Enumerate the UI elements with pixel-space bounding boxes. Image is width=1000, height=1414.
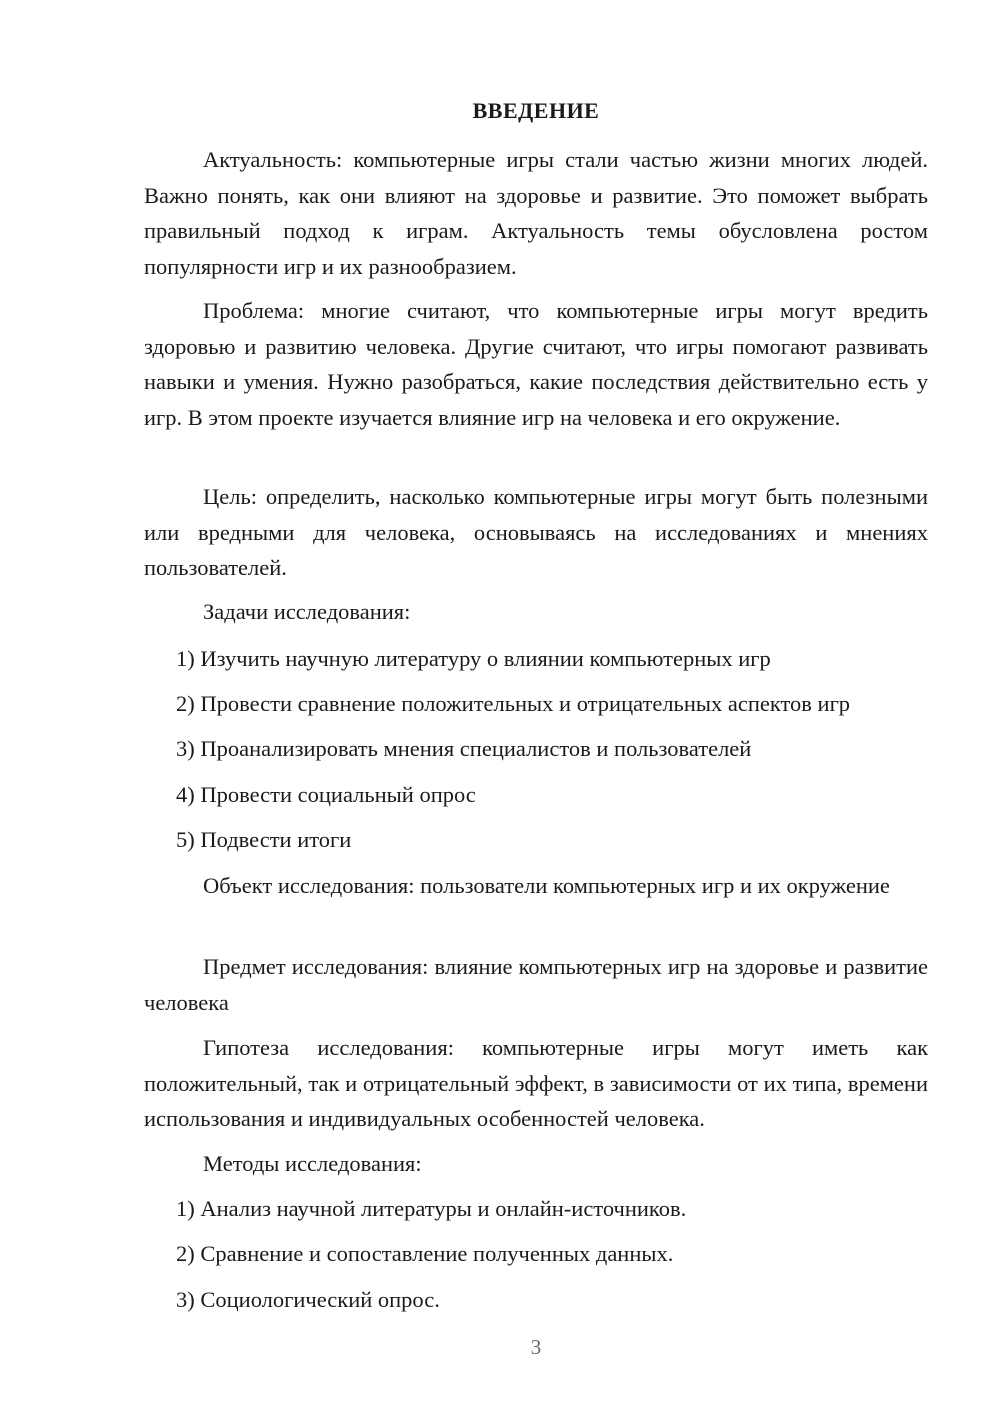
methods-heading: Методы исследования: [203, 1151, 422, 1176]
task-item: 5) Подвести итоги [176, 827, 352, 852]
relevance-paragraph: Актуальность: компьютерные игры стали частью жизни многих людей. Важно понять, как они влияют на здоровье и развитие. Это поможет выбрать правильный подход к играм. Актуальность темы обусловлена ростом популярности игр и их разнообразием. [144, 147, 928, 279]
hypothesis-paragraph: Гипотеза исследования: компьютерные игры могут иметь как положительный, так и отрицательный эффект, в зависимости от их типа, времени использования и индивидуальных особенностей человека. [144, 1035, 928, 1131]
problem-paragraph: Проблема: многие считают, что компьютерные игры могут вредить здоровью и развитию человека. Другие считают, что игры помогают развивать навыки и умения. Нужно разобраться, какие последствия действительно есть у игр. В этом проекте изучается влияние игр на человека и его окружение. [144, 298, 928, 430]
page-title: ВВЕДЕНИЕ [472, 98, 600, 123]
task-item: 1) Изучить научную литературу о влиянии компьютерных игр [176, 646, 771, 671]
method-item: 2) Сравнение и сопоставление полученных данных. [176, 1241, 674, 1266]
task-item: 2) Провести сравнение положительных и отрицательных аспектов игр [176, 691, 851, 716]
goal-paragraph: Цель: определить, насколько компьютерные игры могут быть полезными или вредными для человека, основываясь на исследованиях и мнениях пользователей. [144, 484, 928, 580]
task-item: 4) Провести социальный опрос [176, 782, 476, 807]
method-item: 1) Анализ научной литературы и онлайн-источников. [176, 1196, 687, 1221]
tasks-heading: Задачи исследования: [203, 599, 411, 624]
object-paragraph: Объект исследования: пользователи компьютерных игр и их окружение [203, 873, 890, 898]
page-number: 3 [530, 1335, 542, 1359]
subject-paragraph: Предмет исследования: влияние компьютерных игр на здоровье и развитие человека [144, 954, 928, 1015]
task-item: 3) Проанализировать мнения специалистов и пользователей [176, 736, 752, 761]
method-item: 3) Социологический опрос. [176, 1287, 440, 1312]
